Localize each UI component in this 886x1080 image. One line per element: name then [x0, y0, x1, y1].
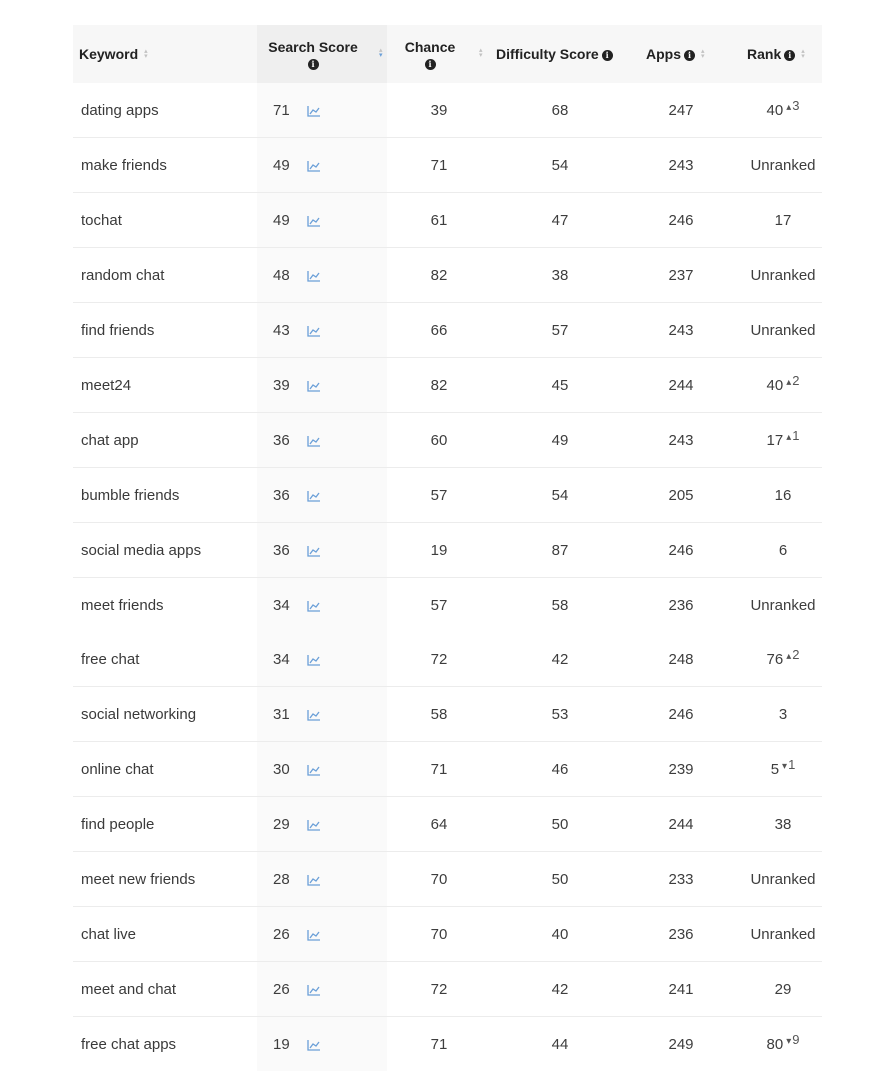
rank-change-value: 1: [792, 427, 800, 443]
search-score-cell: [273, 83, 353, 137]
table-row[interactable]: [73, 852, 822, 907]
search-score-value: 29: [273, 815, 290, 833]
trend-chart-icon[interactable]: [307, 928, 321, 940]
header-apps-label: Apps: [646, 46, 681, 62]
chance-cell: 58: [430, 705, 448, 723]
apps-cell: 243: [668, 156, 694, 174]
rank-value: 17: [774, 211, 792, 229]
table-header: [73, 25, 822, 83]
trend-chart-icon[interactable]: [307, 544, 321, 556]
table-row[interactable]: [73, 1017, 822, 1071]
header-rank[interactable]: [747, 25, 805, 83]
header-rank-label: Rank: [747, 46, 782, 62]
keyword-cell[interactable]: social networking: [81, 705, 197, 723]
rank-change-badge: [786, 98, 799, 113]
rank-change-value: 2: [792, 372, 800, 388]
chance-cell: 66: [430, 321, 448, 339]
search-score-cell: [273, 907, 353, 961]
apps-cell: 243: [668, 431, 694, 449]
rank-value: 16: [774, 486, 792, 504]
difficulty-cell: 68: [551, 101, 569, 119]
trend-chart-icon[interactable]: [307, 159, 321, 171]
search-score-cell: [273, 687, 353, 741]
rank-change-arrow-icon: ▾: [786, 1035, 792, 1047]
chance-cell: 72: [430, 650, 448, 668]
rank-cell: [740, 962, 826, 1016]
table-row[interactable]: [73, 523, 822, 578]
sort-icon-active[interactable]: ▴ ▾: [379, 47, 383, 59]
search-score-value: 26: [273, 925, 290, 943]
rank-value: 5: [770, 760, 780, 778]
search-score-value: 30: [273, 760, 290, 778]
trend-chart-icon[interactable]: [307, 653, 321, 665]
apps-cell: 243: [668, 321, 694, 339]
apps-cell: 236: [668, 596, 694, 614]
search-score-cell: [273, 962, 353, 1016]
search-score-cell: [273, 303, 353, 357]
rank-change-badge: [786, 428, 799, 443]
apps-cell: 246: [668, 541, 694, 559]
trend-chart-icon[interactable]: [307, 104, 321, 116]
difficulty-cell: 53: [551, 705, 569, 723]
rank-change-value: 3: [792, 97, 800, 113]
table-row[interactable]: [73, 797, 822, 852]
search-score-cell: [273, 578, 353, 632]
trend-chart-icon[interactable]: [307, 983, 321, 995]
rank-change-badge: [786, 1032, 799, 1047]
rank-value: Unranked: [750, 156, 816, 174]
search-score-value: 34: [273, 596, 290, 614]
trend-chart-icon[interactable]: [307, 599, 321, 611]
keyword-table: [73, 25, 822, 1071]
rank-change-value: 9: [792, 1031, 800, 1047]
rank-cell: [740, 248, 826, 302]
rank-cell: [740, 907, 826, 961]
difficulty-cell: 42: [551, 650, 569, 668]
search-score-value: 43: [273, 321, 290, 339]
search-score-value: 31: [273, 705, 290, 723]
trend-chart-icon[interactable]: [307, 873, 321, 885]
apps-cell: 237: [668, 266, 694, 284]
apps-cell: 236: [668, 925, 694, 943]
chance-cell: 82: [430, 266, 448, 284]
chance-cell: 19: [430, 541, 448, 559]
trend-chart-icon[interactable]: [307, 324, 321, 336]
rank-change-arrow-icon: ▴: [786, 101, 792, 113]
search-score-value: 36: [273, 431, 290, 449]
table-row[interactable]: [73, 742, 822, 797]
rank-cell: [740, 687, 826, 741]
rank-cell: [740, 523, 826, 577]
trend-chart-icon[interactable]: [307, 434, 321, 446]
apps-cell: 205: [668, 486, 694, 504]
rank-value: Unranked: [750, 266, 816, 284]
search-score-cell: [273, 852, 353, 906]
keyword-cell[interactable]: online chat: [81, 760, 154, 778]
rank-change-arrow-icon: ▴: [786, 376, 792, 388]
header-apps[interactable]: [646, 25, 705, 83]
trend-chart-icon[interactable]: [307, 763, 321, 775]
keyword-cell[interactable]: find people: [81, 815, 155, 833]
table-row[interactable]: [73, 193, 822, 248]
rank-value: 6: [778, 541, 788, 559]
rank-change-arrow-icon: ▴: [786, 650, 792, 662]
difficulty-cell: 44: [551, 1035, 569, 1053]
sort-icon[interactable]: ▴ ▾: [479, 47, 483, 59]
header-search-score[interactable]: [261, 25, 383, 83]
search-score-value: 26: [273, 980, 290, 998]
rank-cell: [740, 413, 826, 467]
rank-change-value: 1: [788, 756, 796, 772]
rank-value: 29: [774, 980, 792, 998]
table-body: [73, 83, 822, 1071]
difficulty-cell: 50: [551, 815, 569, 833]
search-score-value: 36: [273, 541, 290, 559]
rank-cell: [740, 797, 826, 851]
header-search-score-label: Search Score: [268, 38, 358, 55]
chance-cell: 57: [430, 486, 448, 504]
chance-cell: 70: [430, 870, 448, 888]
difficulty-cell: 87: [551, 541, 569, 559]
keyword-cell[interactable]: meet new friends: [81, 870, 196, 888]
keyword-cell[interactable]: free chat apps: [81, 1035, 177, 1053]
apps-cell: 244: [668, 815, 694, 833]
search-score-value: 19: [273, 1035, 290, 1053]
header-keyword-label: Keyword: [79, 46, 139, 62]
search-score-value: 49: [273, 211, 290, 229]
info-icon[interactable]: i: [684, 50, 695, 61]
rank-cell: [740, 83, 826, 137]
info-icon[interactable]: i: [308, 59, 319, 70]
chance-cell: 71: [430, 760, 448, 778]
keyword-cell[interactable]: meet and chat: [81, 980, 177, 998]
chance-cell: 57: [430, 596, 448, 614]
keyword-cell[interactable]: bumble friends: [81, 486, 180, 504]
rank-value: 40: [766, 101, 784, 119]
keyword-cell[interactable]: free chat: [81, 650, 140, 668]
rank-cell: [740, 468, 826, 522]
search-score-value: 49: [273, 156, 290, 174]
info-icon[interactable]: i: [425, 59, 436, 70]
rank-value: Unranked: [750, 321, 816, 339]
table-row[interactable]: [73, 413, 822, 468]
rank-value: 3: [778, 705, 788, 723]
keyword-cell[interactable]: chat live: [81, 925, 137, 943]
search-score-value: 34: [273, 650, 290, 668]
rank-cell: [740, 303, 826, 357]
rank-change-arrow-icon: ▾: [782, 760, 788, 772]
info-icon[interactable]: i: [784, 50, 795, 61]
chance-cell: 70: [430, 925, 448, 943]
keyword-cell[interactable]: random chat: [81, 266, 165, 284]
search-score-cell: [273, 413, 353, 467]
rank-value: 80: [766, 1035, 784, 1053]
trend-chart-icon[interactable]: [307, 379, 321, 391]
rank-cell: [740, 852, 826, 906]
sort-icon[interactable]: ▴ ▾: [701, 48, 705, 60]
chance-cell: 60: [430, 431, 448, 449]
header-keyword[interactable]: [79, 25, 148, 83]
header-difficulty-label: Difficulty Score: [496, 46, 599, 62]
rank-cell: [740, 742, 826, 796]
trend-chart-icon[interactable]: [307, 214, 321, 226]
rank-cell: [740, 138, 826, 192]
keyword-cell[interactable]: dating apps: [81, 101, 159, 119]
rank-change-badge: [782, 757, 795, 772]
table-row[interactable]: [73, 248, 822, 303]
search-score-cell: [273, 358, 353, 412]
chance-cell: 71: [430, 156, 448, 174]
search-score-cell: [273, 248, 353, 302]
keyword-cell[interactable]: tochat: [81, 211, 122, 229]
table-row[interactable]: [73, 468, 822, 523]
rank-change-value: 2: [792, 646, 800, 662]
table-row[interactable]: [73, 687, 822, 742]
rank-value: Unranked: [750, 596, 816, 614]
header-chance-label: Chance: [404, 38, 456, 55]
search-score-cell: [273, 138, 353, 192]
rank-change-arrow-icon: ▴: [786, 431, 792, 443]
header-chance[interactable]: [393, 25, 483, 83]
difficulty-cell: 45: [551, 376, 569, 394]
table-row[interactable]: [73, 578, 822, 632]
search-score-cell: [273, 523, 353, 577]
chance-cell: 72: [430, 980, 448, 998]
rank-value: 38: [774, 815, 792, 833]
apps-cell: 249: [668, 1035, 694, 1053]
trend-chart-icon[interactable]: [307, 489, 321, 501]
apps-cell: 248: [668, 650, 694, 668]
difficulty-cell: 54: [551, 156, 569, 174]
trend-chart-icon[interactable]: [307, 708, 321, 720]
rank-value: Unranked: [750, 870, 816, 888]
keyword-cell[interactable]: make friends: [81, 156, 167, 174]
table-row[interactable]: [73, 962, 822, 1017]
difficulty-cell: 54: [551, 486, 569, 504]
search-score-cell: [273, 797, 353, 851]
trend-chart-icon[interactable]: [307, 1038, 321, 1050]
rank-value: 40: [766, 376, 784, 394]
difficulty-cell: 58: [551, 596, 569, 614]
table-row[interactable]: [73, 138, 822, 193]
apps-cell: 246: [668, 211, 694, 229]
rank-change-badge: [786, 373, 799, 388]
difficulty-cell: 57: [551, 321, 569, 339]
chance-cell: 39: [430, 101, 448, 119]
chance-cell: 61: [430, 211, 448, 229]
apps-cell: 247: [668, 101, 694, 119]
search-score-value: 71: [273, 101, 290, 119]
search-score-cell: [273, 193, 353, 247]
sort-icon[interactable]: ▴ ▾: [801, 48, 805, 60]
difficulty-cell: 50: [551, 870, 569, 888]
trend-chart-icon[interactable]: [307, 269, 321, 281]
search-score-cell: [273, 742, 353, 796]
chance-cell: 82: [430, 376, 448, 394]
search-score-value: 28: [273, 870, 290, 888]
rank-cell: [740, 632, 826, 686]
table-row[interactable]: [73, 907, 822, 962]
difficulty-cell: 49: [551, 431, 569, 449]
search-score-cell: [273, 1017, 353, 1071]
rank-value: Unranked: [750, 925, 816, 943]
rank-cell: [740, 1017, 826, 1071]
table-row[interactable]: [73, 83, 822, 138]
info-icon[interactable]: i: [602, 50, 613, 61]
rank-change-badge: [786, 647, 799, 662]
chance-cell: 64: [430, 815, 448, 833]
apps-cell: 246: [668, 705, 694, 723]
difficulty-cell: 47: [551, 211, 569, 229]
search-score-cell: [273, 632, 353, 686]
difficulty-cell: 38: [551, 266, 569, 284]
rank-cell: [740, 358, 826, 412]
keyword-cell[interactable]: meet24: [81, 376, 132, 394]
apps-cell: 233: [668, 870, 694, 888]
header-difficulty-score[interactable]: [496, 25, 613, 83]
difficulty-cell: 40: [551, 925, 569, 943]
apps-cell: 244: [668, 376, 694, 394]
rank-value: 76: [766, 650, 784, 668]
apps-cell: 239: [668, 760, 694, 778]
difficulty-cell: 42: [551, 980, 569, 998]
keyword-cell[interactable]: find friends: [81, 321, 155, 339]
trend-chart-icon[interactable]: [307, 818, 321, 830]
search-score-value: 39: [273, 376, 290, 394]
apps-cell: 241: [668, 980, 694, 998]
rank-value: 17: [766, 431, 784, 449]
keyword-cell[interactable]: meet friends: [81, 596, 164, 614]
sort-icon[interactable]: ▴ ▾: [144, 48, 148, 60]
keyword-cell[interactable]: social media apps: [81, 541, 202, 559]
rank-cell: [740, 193, 826, 247]
rank-cell: [740, 578, 826, 632]
table-row[interactable]: [73, 358, 822, 413]
keyword-cell[interactable]: chat app: [81, 431, 139, 449]
search-score-value: 36: [273, 486, 290, 504]
difficulty-cell: 46: [551, 760, 569, 778]
table-row[interactable]: [73, 303, 822, 358]
search-score-value: 48: [273, 266, 290, 284]
table-row[interactable]: [73, 632, 822, 687]
chance-cell: 71: [430, 1035, 448, 1053]
search-score-cell: [273, 468, 353, 522]
